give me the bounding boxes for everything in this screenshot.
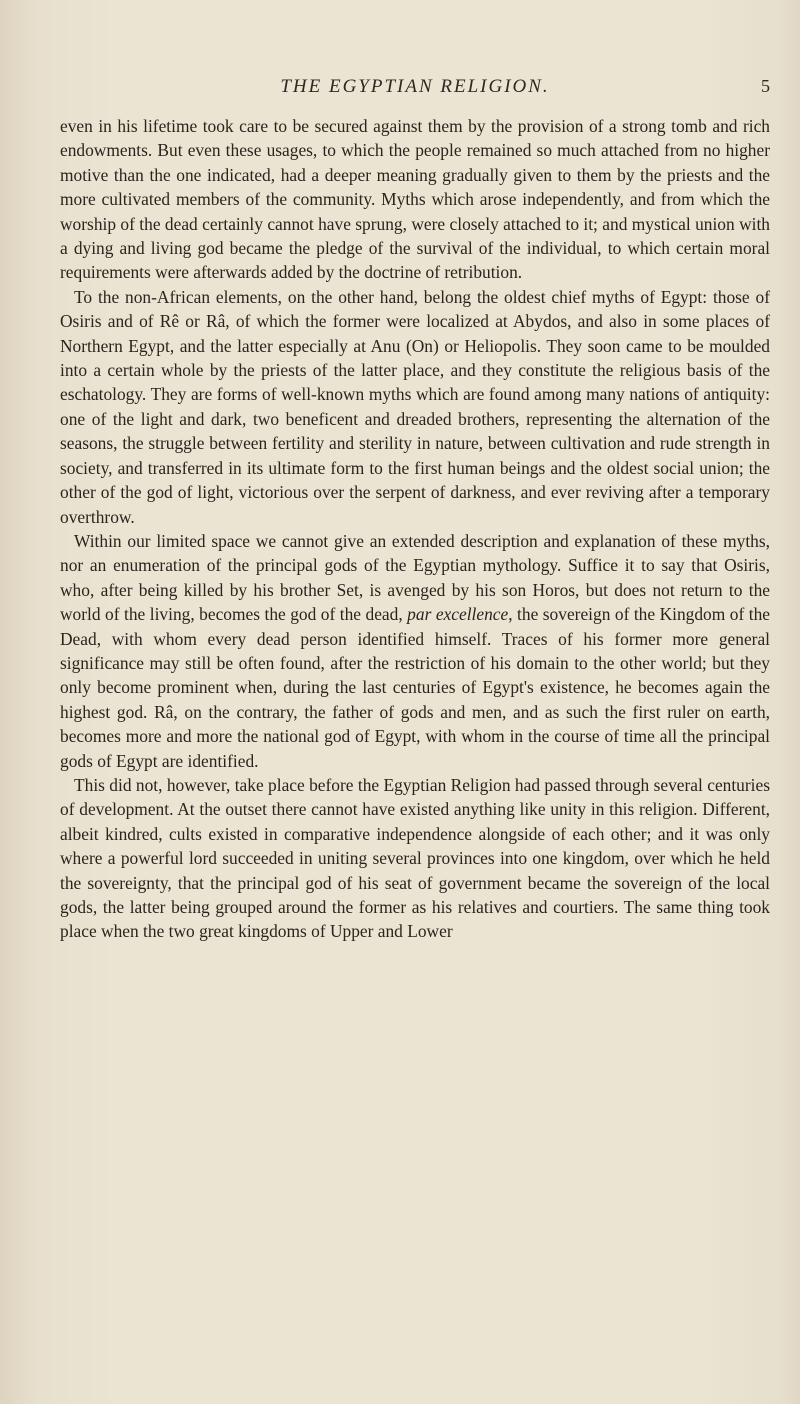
page-header xyxy=(60,76,770,100)
body-text xyxy=(60,114,770,944)
italic-phrase: par excellence xyxy=(407,604,509,625)
paragraph-2: To the non-African elements, on the other hand, belong the oldest chief myths of Egypt: those of Osiris and of Rê or Râ, of which the former were localized at Abydos, and also in some places of Northern Egypt, and the latter especially at Anu (On) or Heliopolis. They soon came to be moulded into a certain whole by the priests of the latter place, and they constitute the religious basis of the eschatology. They are forms of well-known myths which are found among many nations of antiquity: one of the light and dark, two beneficent and dreaded brothers, representing the alternation of the seasons, the struggle between fertility and sterility in nature, between cultivation and rude strength in society, and transferred in its ultimate form to the first human beings and the oldest social union; the other of the god of light, victorious over the serpent of darkness, and ever reviving after a temporary overthrow. xyxy=(60,286,770,527)
page-number: 5 xyxy=(761,76,770,96)
paragraph-3 xyxy=(60,529,770,773)
paragraph-3-text-after: , the sovereign of the Kingdom of the Dead, with whom every dead person identified himself. Traces of his former more general significance may still be often found, after the restriction of his domain to the other world; but they only become prominent when, during the last centuries of Egypt's existence, he becomes again the highest god. Râ, on the contrary, the father of gods and men, and as such the first ruler on earth, becomes more and more the national god of Egypt, with whom in the course of time all the principal gods of Egypt are identified. xyxy=(60,604,770,771)
paragraph-3-text-before: Within our limited space we cannot give an extended description and explanation of these myths, nor an enumeration of the principal gods of the Egyptian mythology. Suffice it to say that Osiris, who, after being killed by his brother Set, is avenged by his son Horos, but does not return to the world of the living, becomes the god of the dead, xyxy=(60,530,770,625)
paragraph-4: This did not, however, take place before the Egyptian Religion had passed through several centuries of development. At the outset there cannot have existed anything like unity in this religion. Different, albeit kindred, cults existed in comparative independence alongside of each other; and it was only where a powerful lord succeeded in uniting several provinces into one kingdom, over which he held the sovereignty, that the principal god of his seat of government became the sovereign of the local gods, the latter being grouped around the former as his relatives and courtiers. The same thing took place when the two great kingdoms of Upper and Lower xyxy=(60,774,770,942)
running-head: THE EGYPTIAN RELIGION. xyxy=(280,76,550,97)
paragraph-1: even in his lifetime took care to be secured against them by the provision of a strong tomb and rich endowments. But even these usages, to which the people remained so much attached from no higher motive than the one indicated, had a deeper meaning gradually given to them by the priests and the more cultivated members of the community. Myths which arose independently, and from which the worship of the dead certainly cannot have sprung, were closely attached to it; and mystical union with a dying and living god became the pledge of the survival of the individual, to which certain moral requirements were afterwards added by the doctrine of retribution. xyxy=(60,116,770,283)
